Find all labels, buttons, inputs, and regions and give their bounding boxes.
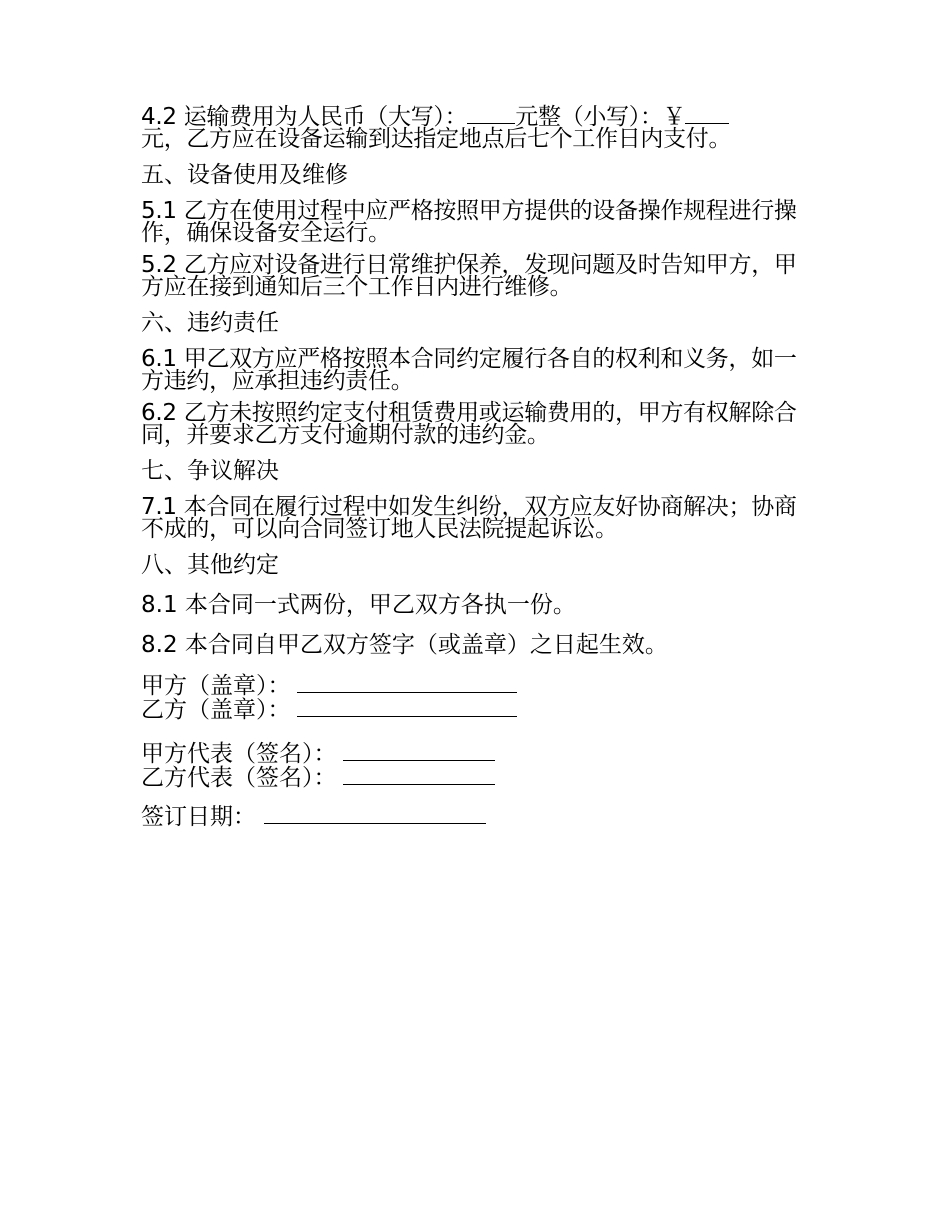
party-b-seal-blank[interactable]	[297, 715, 517, 717]
amount-figure-blank[interactable]	[685, 122, 729, 124]
party-a-rep-blank[interactable]	[343, 759, 495, 761]
section-heading-6: 六、违约责任	[141, 310, 279, 336]
clause-6-1: 6.1 甲乙双方应严格按照本合同约定履行各自的权利和义务，如一方违约，应承担违约责任。	[141, 346, 797, 394]
amount-words-blank[interactable]	[467, 122, 515, 124]
party-a-seal-blank[interactable]	[297, 691, 517, 693]
clause-4-2-terms: 元，乙方应在设备运输到达指定地点后七个工作日内支付。	[141, 126, 732, 152]
clause-8-1: 8.1 本合同一式两份，甲乙双方各执一份。	[141, 592, 576, 618]
sign-date-blank[interactable]	[264, 822, 486, 824]
clause-4-2-amount-label: 4.2 运输费用为人民币（大写）：	[141, 104, 468, 130]
section-heading-7: 七、争议解决	[141, 458, 279, 484]
party-b-seal-label: 乙方（盖章）：	[141, 697, 291, 723]
party-b-seal-line	[141, 698, 811, 722]
party-a-seal-line	[141, 674, 811, 698]
contract-body	[141, 106, 811, 832]
party-b-rep-label: 乙方代表（签名）：	[141, 765, 337, 791]
party-seal-block	[141, 674, 811, 722]
clause-5-2: 5.2 乙方应对设备进行日常维护保养，发现问题及时告知甲方，甲方应在接到通知后三个工作日内进行维修。	[141, 252, 797, 300]
sign-date-label: 签订日期：	[141, 804, 256, 830]
clause-7-1: 7.1 本合同在履行过程中如发生纠纷，双方应友好协商解决；协商不成的，可以向合同签订地人民法院提起诉讼。	[141, 494, 797, 542]
party-a-seal-label: 甲方（盖章）：	[141, 673, 291, 699]
clause-6-2: 6.2 乙方未按照约定支付租赁费用或运输费用的，甲方有权解除合同，并要求乙方支付逾期付款的违约金。	[141, 400, 797, 448]
sign-date-line	[141, 802, 811, 832]
party-b-rep-blank[interactable]	[343, 783, 495, 785]
clause-4-2-amount-mid: 元整（小写）：￥	[515, 104, 686, 130]
clause-8-2: 8.2 本合同自甲乙双方签字（或盖章）之日起生效。	[141, 632, 668, 658]
clause-4-2	[141, 106, 811, 150]
party-rep-block	[141, 742, 811, 790]
party-b-rep-line	[141, 766, 811, 790]
clause-5-1: 5.1 乙方在使用过程中应严格按照甲方提供的设备操作规程进行操作，确保设备安全运行。	[141, 198, 797, 246]
party-a-rep-label: 甲方代表（签名）：	[141, 741, 337, 767]
section-heading-8: 八、其他约定	[141, 552, 279, 578]
section-heading-5: 五、设备使用及维修	[141, 162, 348, 188]
party-a-rep-line	[141, 742, 811, 766]
